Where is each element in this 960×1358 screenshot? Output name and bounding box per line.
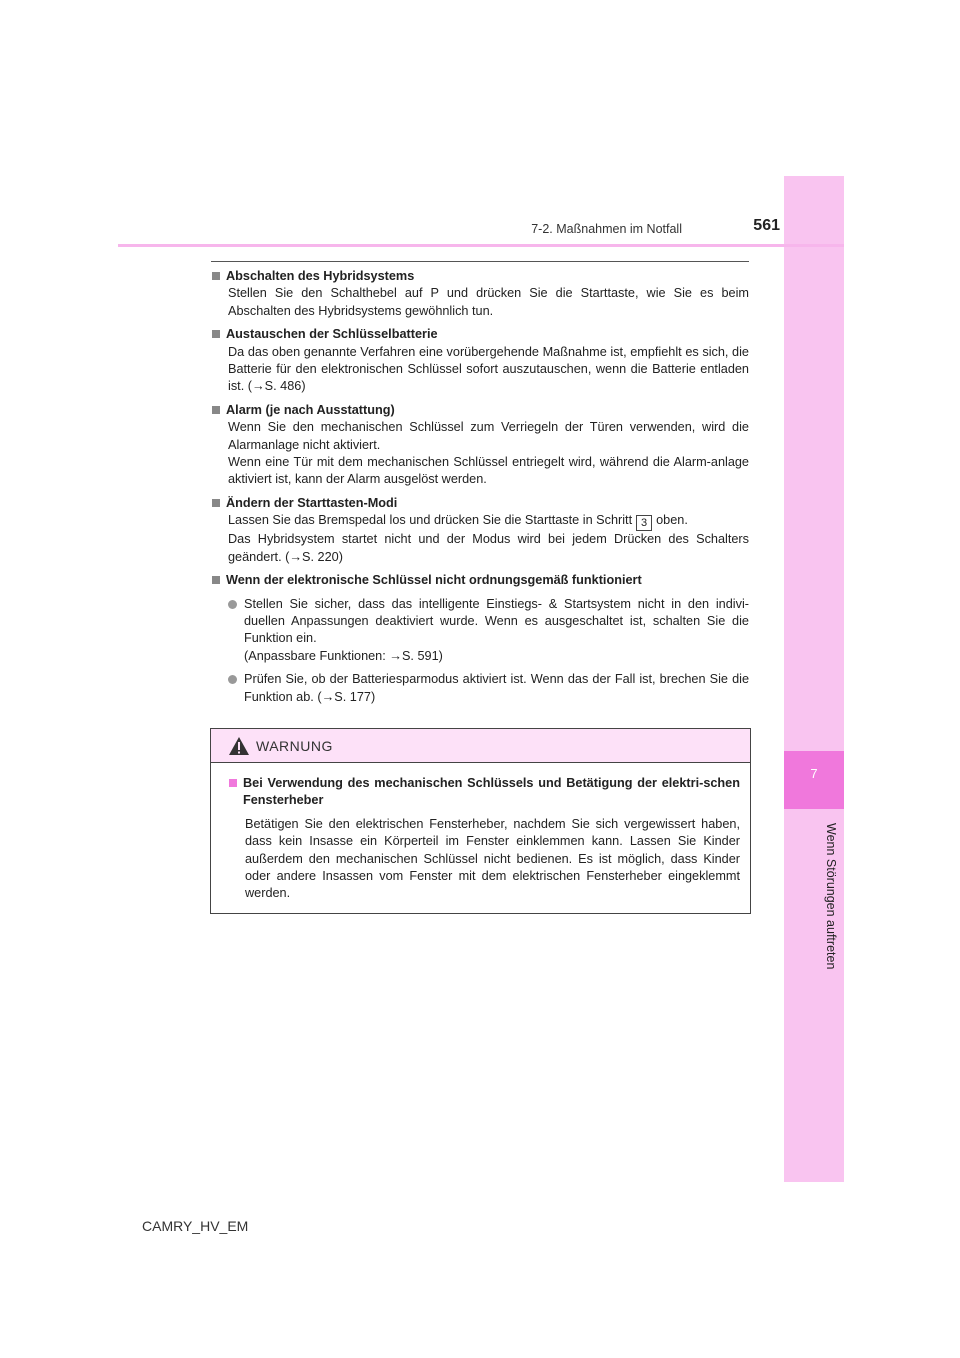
item-text: Da das oben genannte Verfahren eine vorübergehende Maßnahme ist, empfiehlt es sich, die Batterie für den elektronischen Schlüssel sofort auszutauschen, wenn die Batterie entladen ist. (→S. 486) <box>228 344 749 394</box>
warning-box <box>210 728 751 914</box>
item-schluessel <box>211 572 749 589</box>
footer-code: CAMRY_HV_EM <box>142 1218 249 1234</box>
round-bullet-icon <box>228 675 237 684</box>
square-bullet-icon <box>212 406 220 414</box>
item-text: Stellen Sie den Schalthebel auf P und drücken Sie die Starttaste, wie Sie es beim Abschalten des Hybridsystems gewöhnlich tun. <box>228 286 749 318</box>
square-bullet-icon <box>229 779 237 787</box>
header-rule <box>118 244 844 247</box>
bullet-text: Prüfen Sie, ob der Batteriesparmodus aktiviert ist. Wenn das der Fall ist, brechen Sie die Funktion ab. (→S. 177) <box>244 672 749 704</box>
warning-text: Betätigen Sie den elektrischen Fensterheber, nachdem Sie sich vergewissert haben, dass kein Insasse ein Körperteil im Fenster einklemmen kann. Lassen Sie Kinder außerdem den mechanischen Schlüssel nicht bedienen. Es ist möglich, dass Kinder oder andere Insassen vom Fenster mit dem elektrischen Fensterheber eingeklemmt werden. <box>245 816 740 901</box>
step-reference: 3 <box>636 515 652 531</box>
item-starttasten <box>211 495 749 566</box>
warning-header <box>211 729 750 763</box>
square-bullet-icon <box>212 272 220 280</box>
square-bullet-icon <box>212 499 220 507</box>
bullet-item <box>211 596 749 666</box>
item-title: Ändern der Starttasten-Modi <box>226 495 398 510</box>
square-bullet-icon <box>212 576 220 584</box>
item-text: Wenn eine Tür mit dem mechanischen Schlüssel entriegelt wird, während die Alarm-anlage aktiviert ist, kann der Alarm ausgelöst werden. <box>228 455 749 487</box>
item-text-part: Lassen Sie das Bremspedal los und drücken Sie die Starttaste in Schritt <box>228 513 633 528</box>
item-text: Wenn Sie den mechanischen Schlüssel zum Verriegeln der Türen verwenden, wird die Alarmanlage nicht aktiviert. <box>228 420 749 452</box>
bullet-text: Stellen Sie sicher, dass das intelligente Einstiegs- & Startsystem nicht in den indivi-duellen Anpassungen deaktiviert wurde. Wenn es ausgeschaltet ist, schalten Sie die Funktion ein. <box>244 596 749 646</box>
round-bullet-icon <box>228 600 237 609</box>
item-abschalten <box>211 268 749 320</box>
chapter-number: 7 <box>810 766 818 781</box>
warning-triangle-icon <box>228 736 250 756</box>
item-title: Abschalten des Hybridsystems <box>226 269 415 283</box>
item-text: Das Hybridsystem startet nicht und der Modus wird bei jedem Drücken des Schalters geändert. (→S. 220) <box>228 532 749 564</box>
square-bullet-icon <box>212 330 220 338</box>
main-content <box>211 268 749 712</box>
item-batterie <box>211 326 749 396</box>
item-title: Wenn der elektronische Schlüssel nicht ordnungsgemäß funktioniert <box>226 573 642 588</box>
item-title: Alarm (je nach Ausstattung) <box>226 402 395 417</box>
side-tab <box>784 176 844 1182</box>
page-number: 561 <box>753 217 780 234</box>
item-text <box>228 512 749 531</box>
warning-title: Bei Verwendung des mechanischen Schlüssels und Betätigung der elektri-schen Fensterheber <box>243 776 740 808</box>
chapter-label: Wenn Störungen auftreten <box>824 822 838 970</box>
content-top-rule <box>211 261 749 262</box>
warning-heading: WARNUNG <box>256 737 333 754</box>
bullet-text: (Anpassbare Funktionen: →S. 591) <box>244 648 443 663</box>
section-title: 7-2. Maßnahmen im Notfall <box>531 222 682 236</box>
item-text-part: oben. <box>656 513 688 528</box>
item-alarm <box>211 402 749 489</box>
bullet-item <box>211 671 749 706</box>
item-title: Austauschen der Schlüsselbatterie <box>226 327 438 342</box>
